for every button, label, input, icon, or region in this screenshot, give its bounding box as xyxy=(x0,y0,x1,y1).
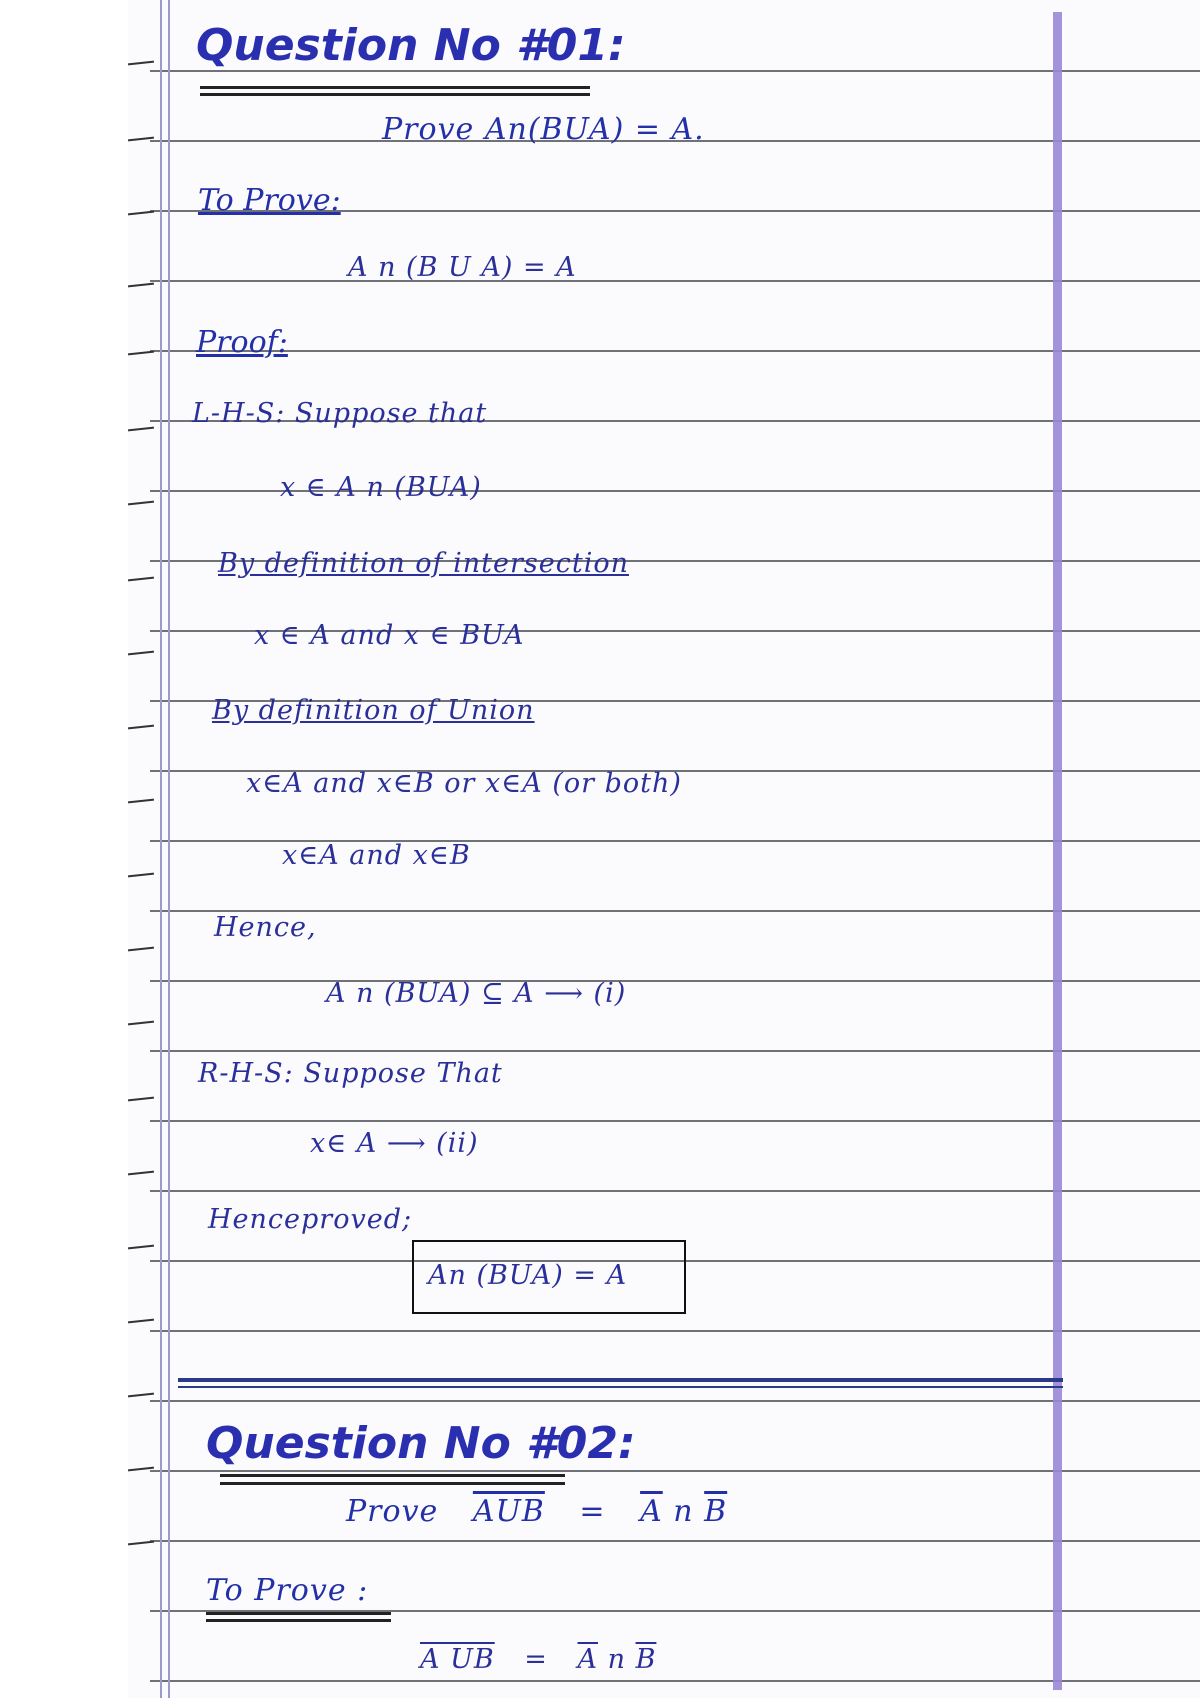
q2-rhs-a: $\overline{A}$ xyxy=(640,1494,663,1529)
q2-lhs: $\overline{AUB}$ xyxy=(472,1494,545,1529)
q1-step3: x∈A and x∈B xyxy=(282,840,471,871)
q2-title-underline-2 xyxy=(220,1482,565,1485)
q2-rhs-op: n xyxy=(673,1494,694,1529)
left-margin-line xyxy=(160,0,162,1698)
q1-lhs-label xyxy=(192,398,487,429)
q1-rhs-label xyxy=(198,1058,503,1089)
q1-hence: Hence, xyxy=(214,912,317,943)
q1-title: Question No #01: xyxy=(196,20,626,71)
page-binding-edge xyxy=(0,0,128,1698)
q1-boxed-result xyxy=(412,1240,686,1314)
lhs-suppose: Suppose that xyxy=(294,398,488,429)
q2-expr-eq: = xyxy=(524,1644,548,1675)
q1-title-underline-2 xyxy=(200,93,590,96)
section-divider xyxy=(178,1378,1063,1382)
q1-step1: x ∈ A and x ∈ BUA xyxy=(254,620,525,651)
q1-rhs-expr: x∈ A ⟶ (ii) xyxy=(310,1128,479,1159)
q2-eq: = xyxy=(579,1494,606,1529)
q2-to-prove-label: To Prove : xyxy=(206,1573,369,1608)
q2-expr xyxy=(420,1644,656,1675)
q1-lhs-expr: x ∈ A n (BUA) xyxy=(280,472,482,503)
q2-prove-word: Prove xyxy=(346,1494,439,1529)
q1-statement: Prove An(BUA) = A. xyxy=(382,112,705,147)
q1-proof-label: Proof: xyxy=(196,325,288,360)
rhs-suppose: Suppose That xyxy=(303,1058,503,1089)
q1-hence-proved: Henceproved; xyxy=(208,1204,413,1235)
right-margin-line xyxy=(1053,12,1062,1690)
rhs-label: R-H-S: xyxy=(198,1058,294,1089)
q2-to-prove-underline xyxy=(206,1612,391,1615)
q2-rhs-b: $\overline{B}$ xyxy=(704,1494,728,1529)
q2-statement xyxy=(346,1494,727,1529)
q1-to-prove-expr: A n (B U A) = A xyxy=(348,252,577,283)
q1-def-union: By definition of Union xyxy=(212,695,535,726)
q1-result1: A n (BUA) ⊆ A ⟶ (i) xyxy=(326,978,627,1009)
q1-step2: x∈A and x∈B or x∈A (or both) xyxy=(246,768,682,799)
left-margin-line-2 xyxy=(168,0,170,1698)
q2-to-prove-underline-2 xyxy=(206,1619,391,1622)
q1-to-prove-label: To Prove: xyxy=(198,183,341,218)
q2-expr-lhs: A UB xyxy=(420,1644,495,1675)
q2-expr-rhs-a: $\overline{A}$ xyxy=(577,1644,598,1675)
q2-expr-rhs-b: $\overline{B}$ xyxy=(635,1644,657,1675)
section-divider-2 xyxy=(178,1386,1063,1388)
q1-title-underline xyxy=(200,86,590,89)
q2-title-underline xyxy=(220,1474,565,1477)
q2-title: Question No #02: xyxy=(206,1418,636,1469)
lhs-label: L-H-S: xyxy=(192,398,286,429)
q1-boxed-text: An (BUA) = A xyxy=(428,1260,628,1291)
q1-def-intersection: By definition of intersection xyxy=(218,548,629,579)
q2-expr-rhs-op: n xyxy=(607,1644,626,1675)
